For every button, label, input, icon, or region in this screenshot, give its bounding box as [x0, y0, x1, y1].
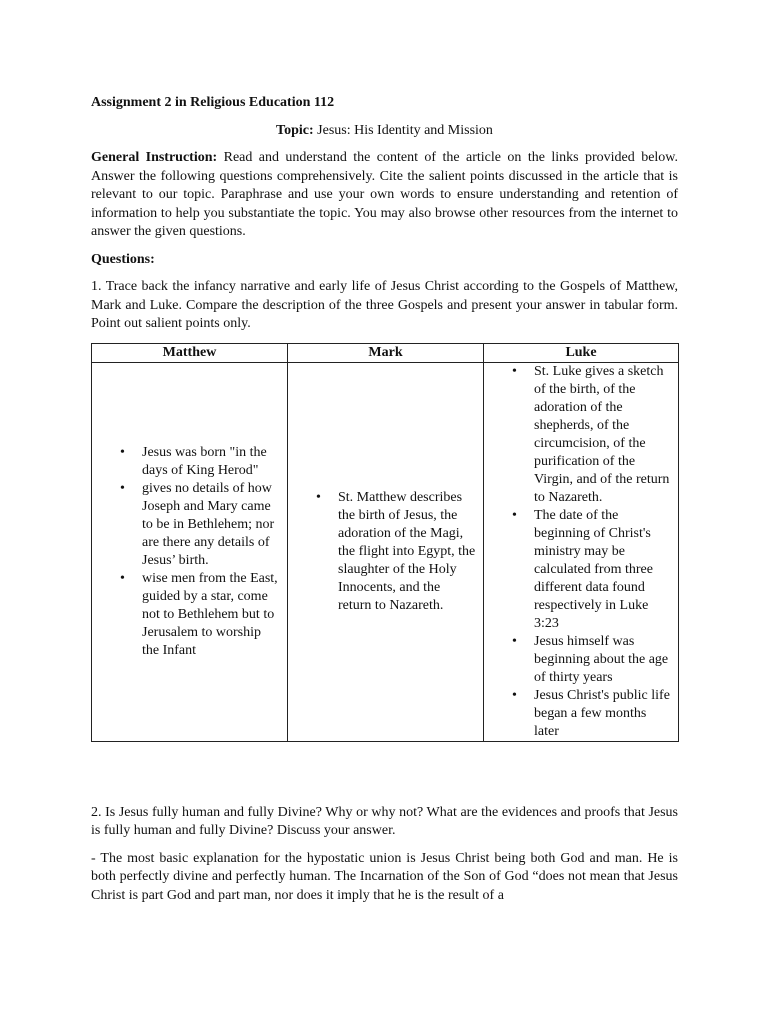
table-header-row — [92, 343, 679, 362]
list-item: • Jesus was born "in the days of King Herod" — [142, 444, 281, 480]
instruction-text: Read and understand the content of the article on the links provided below. Answer the following questions comprehensively. Cite the salient points discussed in the article that is relevant to our topic. Paraphrase and use your own words to ensure understanding and retention of information to help you substantiate the topic. You may also browse other resources from the internet to answer the given questions. — [91, 150, 679, 239]
header-luke: Luke — [484, 343, 679, 362]
list-item: • The date of the beginning of Christ's ministry may be calculated from three different data found respectively in Luke 3:23 — [534, 507, 672, 633]
question-2: 2. Is Jesus fully human and fully Divine? Why or why not? What are the evidences and proofs that Jesus is fully human and fully Divine? Discuss your answer. — [91, 804, 678, 838]
list-item: • Jesus Christ's public life began a few months later — [534, 687, 672, 741]
general-instruction — [91, 149, 678, 242]
header-mark: Mark — [288, 343, 484, 362]
topic-line — [91, 122, 678, 141]
gospel-comparison-table — [91, 343, 679, 742]
topic-text: Jesus: His Identity and Mission — [313, 122, 493, 138]
answer-2: - The most basic explanation for the hypostatic union is Jesus Christ being both God and man. He is both perfectly divine and perfectly human. The Incarnation of the Son of God “does not mean that Jesus Christ is part God and part man, nor does it imply that he is the result of a — [91, 850, 678, 903]
luke-list — [484, 363, 678, 741]
spacer — [91, 742, 678, 804]
cell-mark — [288, 362, 484, 741]
cell-matthew — [92, 362, 288, 741]
instruction-label: General Instruction: — [91, 150, 218, 165]
header-matthew: Matthew — [92, 343, 288, 362]
document-page — [91, 94, 678, 914]
list-item: • gives no details of how Joseph and Mary came to be in Bethlehem; nor are there any details of Jesus’ birth. — [142, 480, 281, 570]
list-item: • St. Matthew describes the birth of Jesus, the adoration of the Magi, the flight into Egypt, the slaughter of the Holy Innocents, and the return to Nazareth. — [338, 489, 477, 615]
mark-list — [288, 489, 483, 615]
question-1: 1. Trace back the infancy narrative and early life of Jesus Christ according to the Gospels of Matthew, Mark and Luke. Compare the description of the three Gospels and present your answer in tabular form. Point out salient points only. — [91, 279, 678, 331]
assignment-title: Assignment 2 in Religious Education 112 — [91, 95, 335, 110]
list-item: • St. Luke gives a sketch of the birth, of the adoration of the shepherds, of the circumcision, of the purification of the Virgin, and of the return to Nazareth. — [534, 363, 672, 507]
topic-label: Topic: — [276, 122, 314, 138]
cell-luke — [484, 362, 679, 741]
table-row — [92, 362, 679, 741]
matthew-list — [92, 444, 287, 660]
questions-heading: Questions: — [91, 251, 155, 267]
list-item: • Jesus himself was beginning about the age of thirty years — [534, 633, 672, 687]
list-item: • wise men from the East, guided by a star, come not to Bethlehem but to Jerusalem to worship the Infant — [142, 570, 281, 660]
